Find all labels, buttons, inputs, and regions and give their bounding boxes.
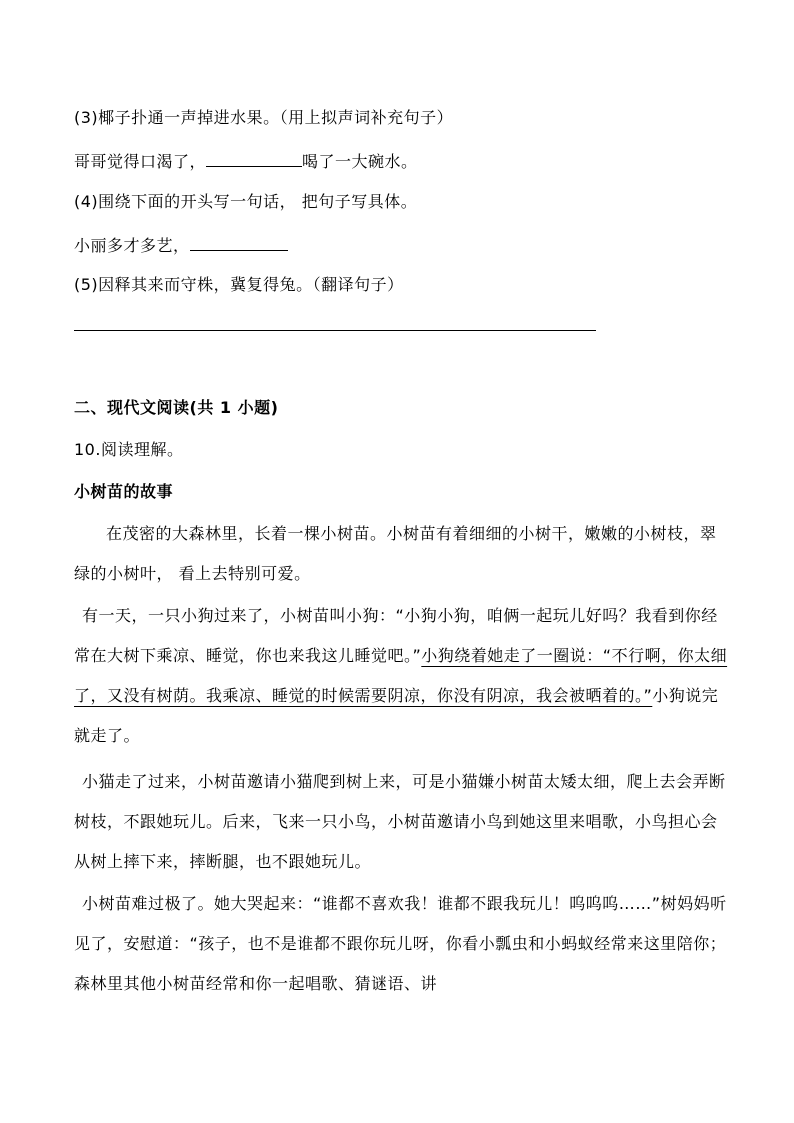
paragraph-2-underlined: 小狗绕着她走了一圈说：“不行啊，你太细了，又没有树荫。我乘凉、睡觉的时候需要阴凉，你没有阴凉，我会被晒着的。”: [74, 646, 728, 705]
q4-text-start: 小丽多才多艺，: [74, 236, 190, 255]
paragraph-2-text-a: 有一天，一只小狗过来了，小树苗叫小狗：“小狗小狗，咱俩一起玩儿好吗？我看到你经常在大树下乘凉、睡觉，你也来我这儿睡觉吧。”: [74, 606, 718, 665]
question-number: 10.阅读理解。: [74, 440, 184, 459]
q4-prompt: (4)围绕下面的开头写一句话， 把句子写具体。: [74, 192, 418, 211]
paragraph-2-text-b: 小狗说完就走了。: [74, 686, 719, 745]
story-paragraph-2: [74, 596, 732, 756]
q3-prompt: (3)椰子扑通一声掉进水果。（用上拟声词补充句子）: [74, 108, 454, 127]
story-paragraph-1: 在茂密的大森林里，长着一棵小树苗。小树苗有着细细的小树干，嫩嫩的小树枝，翠绿的小树叶， 看上去特别可爱。: [74, 524, 717, 583]
q3-text-after: 喝了一大碗水。: [302, 152, 418, 171]
q3-blank[interactable]: [206, 150, 302, 167]
q5-answer-blank[interactable]: [74, 330, 596, 331]
story-paragraph-4: 小树苗难过极了。她大哭起来：“谁都不喜欢我！谁都不跟我玩儿！呜呜呜……”树妈妈听见了，安慰道：“孩子，也不是谁都不跟你玩儿呀，你看小瓢虫和小蚂蚁经常来这里陪你；森林里其他小树苗经常和你一起唱歌、猜谜语、讲: [74, 894, 727, 993]
story-title: 小树苗的故事: [74, 482, 174, 501]
q3-answer-line: [74, 150, 418, 172]
q4-blank[interactable]: [190, 234, 288, 251]
q3-text-before: 哥哥觉得口渴了，: [74, 152, 207, 171]
section-heading: 二、现代文阅读(共 1 小题): [74, 398, 279, 417]
q5-prompt: (5)因释其来而守株，冀复得兔。（翻译句子）: [74, 275, 404, 294]
q4-answer-line: [74, 234, 288, 256]
story-paragraph-3: 小猫走了过来，小树苗邀请小猫爬到树上来，可是小猫嫌小树苗太矮太细，爬上去会弄断树枝，不跟她玩儿。后来，飞来一只小鸟，小树苗邀请小鸟到她这里来唱歌，小鸟担心会从树上摔下来，摔断腿，也不跟她玩儿。: [74, 772, 726, 871]
